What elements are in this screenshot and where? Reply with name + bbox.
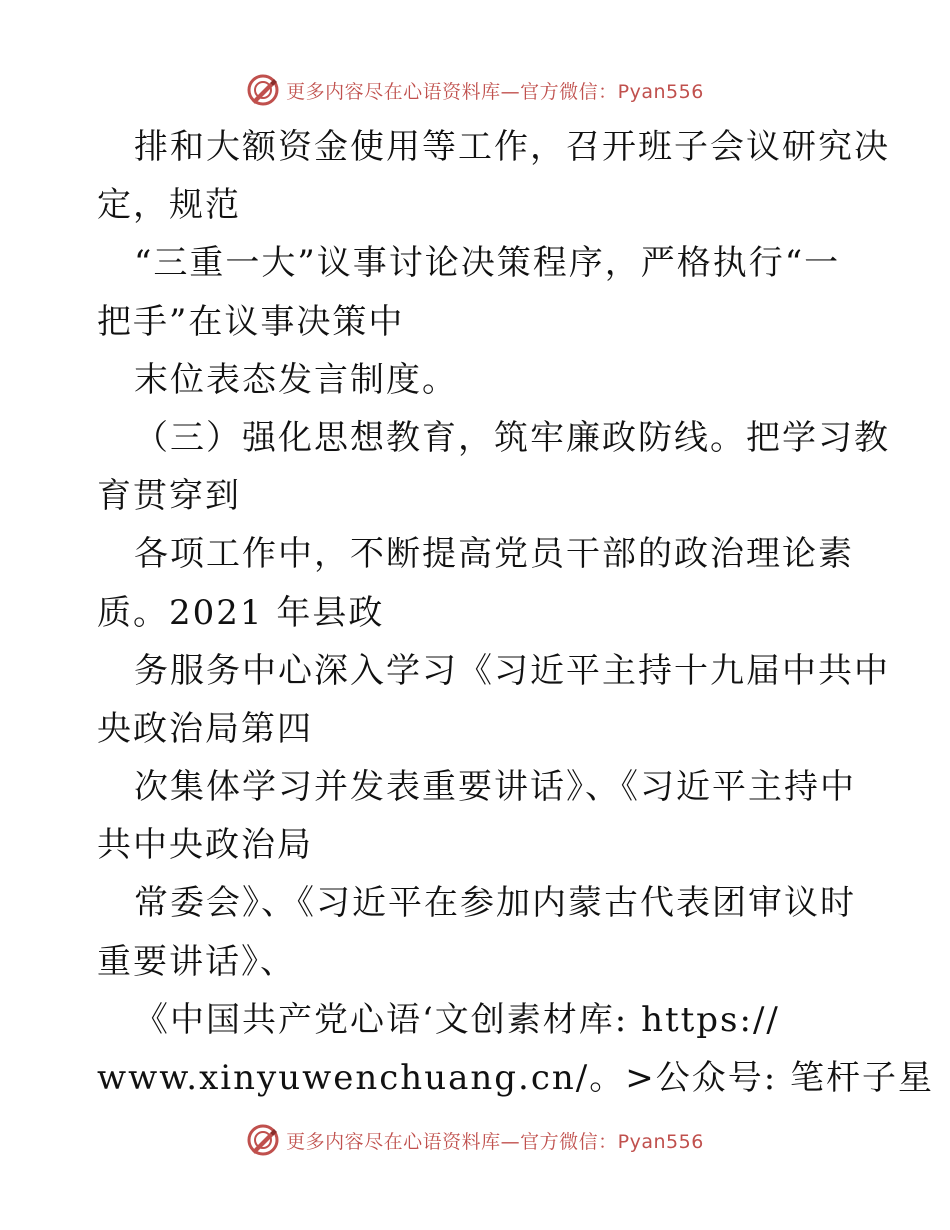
text-line: “三重一大”议事讨论决策程序，严格执行“一 bbox=[134, 243, 841, 284]
text-line: 务服务中心深入学习《习近平主持十九届中共中 bbox=[134, 650, 890, 691]
document-body bbox=[97, 118, 934, 1107]
text-line: 常委会》、《习近平在参加内蒙古代表团审议时 bbox=[134, 883, 856, 924]
text-line: 共中央政治局 bbox=[97, 825, 313, 866]
text-line: 育贯穿到 bbox=[97, 476, 241, 517]
pen-logo-icon bbox=[246, 1123, 280, 1157]
text-line: 次集体学习并发表重要讲话》、《习近平主持中 bbox=[134, 767, 856, 808]
text-line: （三）强化思想教育，筑牢廉政防线。把学习教 bbox=[134, 417, 890, 458]
text-line: 排和大额资金使用等工作，召开班子会议研究决 bbox=[134, 127, 890, 167]
text-line: 质。2021 年县政 bbox=[97, 592, 385, 633]
text-line: 各项工作中，不断提高党员干部的政治理论素 bbox=[134, 534, 854, 575]
text-line: 《中国共产党心语‘文创素材库: https:// bbox=[134, 999, 780, 1040]
watermark-footer bbox=[0, 1120, 950, 1160]
text-line: 央政治局第四 bbox=[97, 708, 313, 749]
text-line: 定，规范 bbox=[97, 185, 241, 226]
text-line: 把手”在议事决策中 bbox=[97, 301, 405, 342]
pen-logo-icon bbox=[246, 73, 280, 107]
watermark-text: 更多内容尽在心语资料库—官方微信：Pyan556 bbox=[286, 1130, 704, 1153]
watermark-header bbox=[0, 70, 950, 110]
text-line: 末位表态发言制度。 bbox=[134, 359, 458, 400]
text-line: 重要讲话》、 bbox=[97, 941, 296, 982]
text-line: www.xinyuwenchuang.cn/。>公众号: 笔杆子星 bbox=[97, 1058, 934, 1098]
watermark-text: 更多内容尽在心语资料库—官方微信：Pyan556 bbox=[286, 80, 704, 103]
